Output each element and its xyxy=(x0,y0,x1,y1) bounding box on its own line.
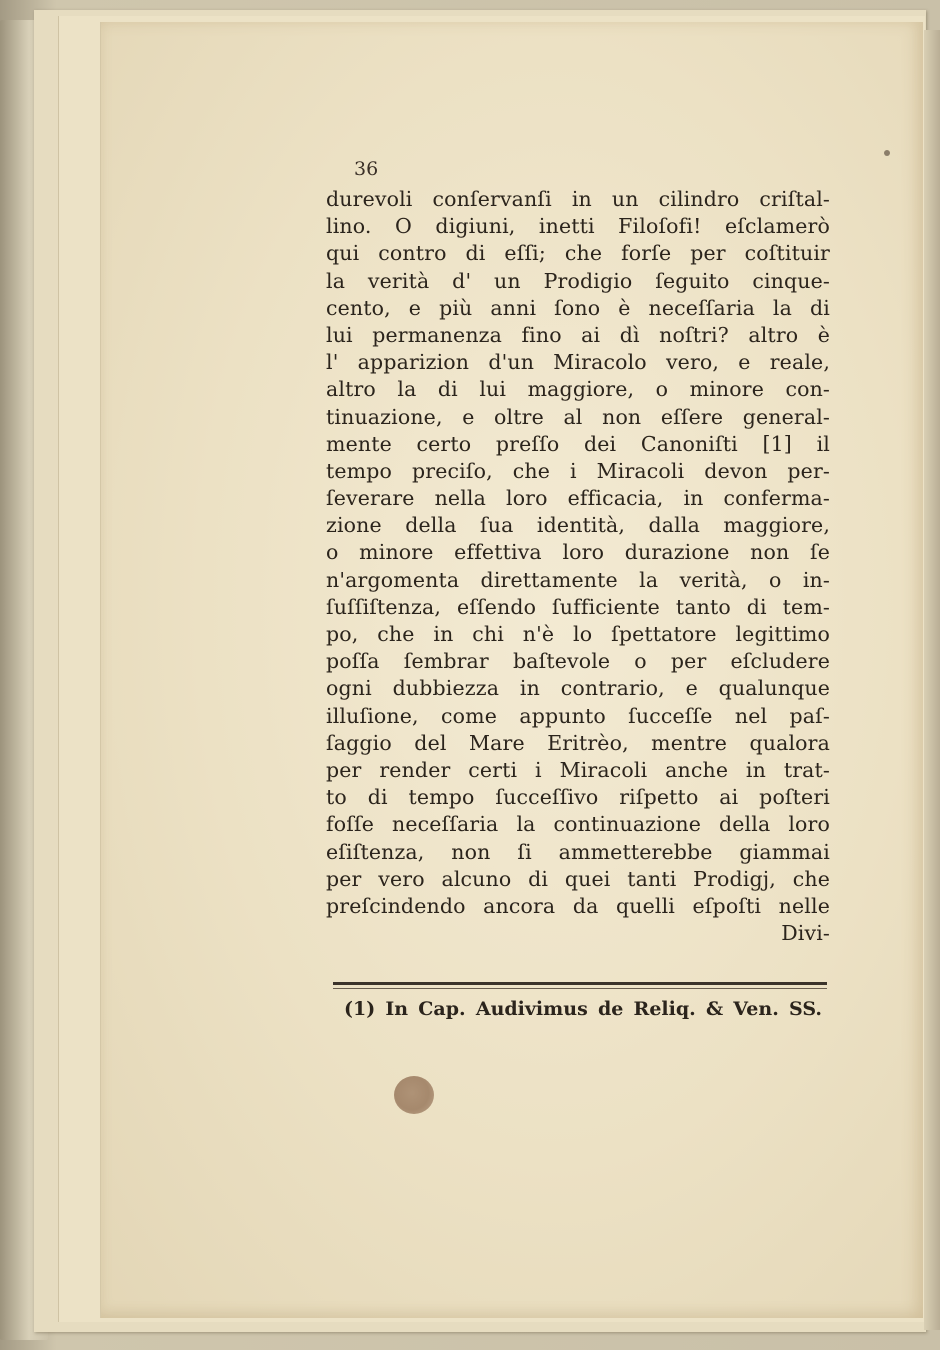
text-line: per vero alcuno di quei tanti Prodigj, che xyxy=(326,866,830,891)
text-line: preſcindendo ancora da quelli eſpoſti nelle xyxy=(326,893,830,918)
footnote: (1) In Cap. Audivimus de Reliq. & Ven. SS. xyxy=(344,998,822,1020)
text-line: tinuazione, e oltre al non eſſere general- xyxy=(326,404,830,429)
text-line: to di tempo ſucceſſivo riſpetto ai poſteri xyxy=(326,785,830,810)
text-line: n'argomenta direttamente la verità, o in- xyxy=(326,567,830,592)
text-line: per render certi i Miracoli anche in trat- xyxy=(326,757,830,782)
catchword: Divi- xyxy=(781,921,830,946)
page-number: 36 xyxy=(354,158,379,180)
text-line: qui contro di eſſi; che forſe per coſtituir xyxy=(326,241,830,266)
text-line: la verità d' un Prodigio ſeguito cinque- xyxy=(326,268,830,293)
text-line: ſuſſiſtenza, eſſendo ſufficiente tanto di tem- xyxy=(326,594,830,619)
text-line: po, che in chi n'è lo ſpettatore legittimo xyxy=(326,622,830,646)
text-line: ſaggio del Mare Eritrèo, mentre qualora xyxy=(326,730,830,755)
text-line: ogni dubbiezza in contrario, e qualunque xyxy=(326,676,830,701)
page-edge xyxy=(924,30,940,1330)
ink-stain xyxy=(394,1076,434,1114)
text-line: altro la di lui maggiore, o minore con- xyxy=(326,377,830,402)
text-line: cento, e più anni ſono è neceſſaria la di xyxy=(326,295,830,320)
footnote-rule-thin xyxy=(333,988,827,989)
footnote-rule xyxy=(333,982,827,985)
text-lines xyxy=(326,186,830,947)
text-line: foſſe neceſſaria la continuazione della loro xyxy=(326,812,830,837)
text-line: o minore effettiva loro durazione non ſe xyxy=(326,540,830,565)
text-line: poſſa ſembrar baſtevole o per eſcludere xyxy=(326,649,830,674)
text-line: eſiſtenza, non ſi ammetterebbe giammai xyxy=(326,839,830,864)
text-line: lino. O digiuni, inetti Filoſofi! eſclamerò xyxy=(326,214,830,239)
text-line: mente certo preſſo dei Canoniſti [1] il xyxy=(326,431,830,456)
text-line: illuſione, come appunto ſucceſſe nel paſ- xyxy=(326,703,830,728)
text-line: tempo preciſo, che i Miracoli devon per- xyxy=(326,458,830,483)
text-line: l' apparizion d'un Miracolo vero, e reale, xyxy=(326,350,830,375)
text-line: lui permanenza fino ai dì noſtri? altro è xyxy=(326,322,830,347)
text-line: ſeverare nella loro efficacia, in conferma- xyxy=(326,486,830,511)
paper-speck xyxy=(884,150,890,156)
text-line: durevoli conſervanſi in un cilindro criſtal- xyxy=(326,187,830,211)
text-line: zione della ſua identità, dalla maggiore, xyxy=(326,513,830,538)
